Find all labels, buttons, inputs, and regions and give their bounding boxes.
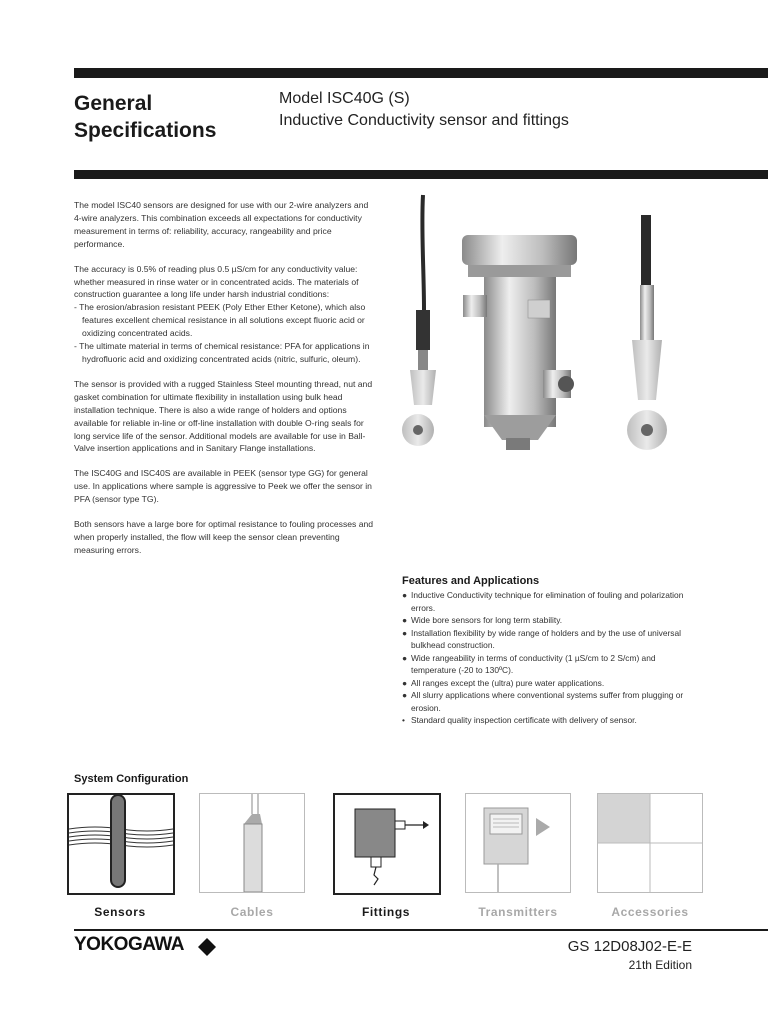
bullet-icon: ● xyxy=(402,677,408,688)
config-box-fittings[interactable] xyxy=(333,793,441,895)
transmitter-diagram-icon xyxy=(466,794,570,892)
bullet-icon: • xyxy=(402,715,405,725)
sensor-left-image xyxy=(402,195,436,446)
features-section xyxy=(402,575,702,727)
intro-paragraph-1: The model ISC40 sensors are designed for use with our 2-wire analyzers and 4-wire analyzers. This combination exceeds all expectations for conductivity measurement in terms of: reliability, accuracy, rangeability and price performance. xyxy=(74,200,369,249)
bullet-icon: ● xyxy=(402,652,408,663)
accessories-grid-icon xyxy=(598,794,702,892)
intro-paragraph-4: The ISC40G and ISC40S are available in PEEK (sensor type GG) for general use. In applications where sample is aggressive to Peek we offer the sensor in PFA (sensor type TG). xyxy=(74,468,372,505)
model-heading xyxy=(279,88,569,132)
config-label-cables: Cables xyxy=(230,905,274,919)
bullet-icon: ● xyxy=(402,690,408,700)
material-item: - The erosion/abrasion resistant PEEK (Poly Ether Ether Ketone), which also features excellent chemical resistance in all solutions except fluoric acid or oxidizing concentrated acids. xyxy=(74,302,366,339)
footer-rule xyxy=(74,929,768,931)
title-line-2: Specifications xyxy=(74,119,217,142)
model-name: Model ISC40G (S) xyxy=(279,90,410,107)
intro-text xyxy=(74,199,374,569)
bullet-icon: ● xyxy=(402,627,408,638)
config-label-fittings: Fittings xyxy=(361,905,411,919)
config-box-cables[interactable] xyxy=(199,793,305,893)
model-subtitle: Inductive Conductivity sensor and fittings xyxy=(279,112,569,129)
yokogawa-logo: YOKOGAWA xyxy=(74,934,185,955)
top-rule xyxy=(74,68,768,78)
config-box-accessories[interactable] xyxy=(597,793,703,893)
material-item: - The ultimate material in terms of chemical resistance: PFA for applications in hydrofluoric acid and oxidizing concentrated acids (nitric, sulfuric, oleum). xyxy=(74,341,370,364)
cable-diagram-icon xyxy=(200,794,304,892)
config-label-sensors: Sensors xyxy=(94,905,146,919)
document-number: GS 12D08J02-E-E xyxy=(567,938,692,955)
config-box-sensors[interactable] xyxy=(67,793,175,895)
feature-item: ● Installation flexibility by wide range of holders and by the use of universal bulkhead construction. xyxy=(402,627,682,650)
fitting-image xyxy=(462,235,577,450)
page-title xyxy=(74,90,216,144)
features-list xyxy=(402,589,702,727)
sensor-diagram-icon xyxy=(69,795,173,893)
intro-paragraph-2: The accuracy is 0.5% of reading plus 0.5 µS/cm for any conductivity value: whether measured in rinse water or in concentrated acids. The materials of construction guarantee a long life under harsh industrial conditions: xyxy=(74,263,359,300)
config-label-transmitters: Transmitters xyxy=(478,905,558,919)
feature-item: ● Wide bore sensors for long term stability. xyxy=(402,615,563,625)
title-line-1: General xyxy=(74,92,153,115)
intro-paragraph-3: The sensor is provided with a rugged Stainless Steel mounting thread, nut and gasket combination for ultimate flexibility in installation using bulk head installation technique. There is also a wide range of holders and options available for reliable in-line or off-line installation with double O-ring seals for long service life of the sensor. Additional models are available for use in Ball-Valve insertion applications and in Sanitary Flange installations. xyxy=(74,378,373,454)
feature-item: ● Wide rangeability in terms of conductivity (1 µS/cm to 2 S/cm) and temperature (-20 to 130ºC). xyxy=(402,652,656,675)
bullet-icon: ● xyxy=(402,615,408,625)
feature-item: ● Inductive Conductivity technique for elimination of fouling and polarization errors. xyxy=(402,590,684,613)
bullet-icon: ● xyxy=(402,590,408,600)
system-config-title: System Configuration xyxy=(74,773,189,785)
intro-paragraph-5: Both sensors have a large bore for optimal resistance to fouling processes and when properly installed, the flow will keep the sensor clean preventing measuring errors. xyxy=(74,519,374,555)
features-heading: Features and Applications xyxy=(402,575,540,587)
feature-item: • Standard quality inspection certificate with delivery of sensor. xyxy=(402,715,637,725)
sensor-right-image xyxy=(627,215,667,450)
feature-item: ● All slurry applications where conventional systems suffer from plugging or erosion. xyxy=(402,690,684,713)
product-photo xyxy=(388,190,688,460)
config-box-transmitters[interactable] xyxy=(465,793,571,893)
feature-item: ● All ranges except the (ultra) pure water applications. xyxy=(402,677,605,688)
fitting-diagram-icon xyxy=(335,795,439,893)
header-rule xyxy=(74,170,768,179)
config-label-accessories: Accessories xyxy=(611,905,689,919)
material-list xyxy=(74,301,374,366)
edition-label: 21th Edition xyxy=(628,958,692,972)
diamond-logo-icon xyxy=(197,937,217,957)
